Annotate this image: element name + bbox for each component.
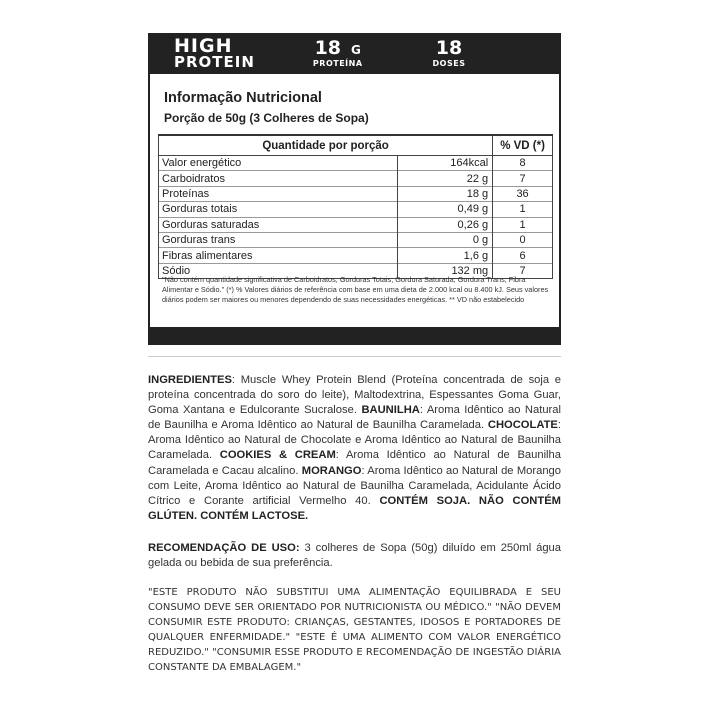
flavor-baunilha-label: BAUNILHA	[361, 404, 420, 417]
nutrient-amount: 0 g	[398, 232, 493, 247]
nutrient-vd: 36	[493, 186, 553, 201]
flavor-morango-text: : Aroma Idêntico ao Natural de Morango com Leite, Aroma Idêntico ao Natural de Baunilha Caramelada, Acidulante Ácido Cítrico e Corante artificial Vermelho 40.	[148, 464, 561, 507]
flavor-morango-label: MORANGO	[301, 464, 362, 477]
nutrient-amount: 0,26 g	[398, 217, 493, 232]
table-row	[159, 217, 553, 232]
nutrition-facts-panel	[148, 74, 561, 345]
nutrition-header-row	[159, 135, 553, 156]
protein-amount: 18	[314, 37, 342, 59]
protein-label: PROTEÍNA	[312, 59, 363, 68]
flavor-cookies-label: COOKIES & CREAM	[219, 449, 336, 462]
nutrient-name: Gorduras saturadas	[159, 217, 398, 232]
nutrition-table	[158, 134, 553, 279]
nutrient-vd: 7	[493, 171, 553, 186]
ingredients-body: : Muscle Whey Protein Blend (Proteína concentrada de soja e proteína concentrada do soro do leite), Maltodextrina, Espessantes Goma Guar, Goma Xantana e Edulcorante Sucralose.	[148, 374, 561, 417]
table-row	[159, 202, 553, 217]
nutrient-vd: 1	[493, 202, 553, 217]
doses-amount: 18	[435, 37, 463, 59]
nutrient-name: Fibras alimentares	[159, 248, 398, 263]
warning-text: "ESTE PRODUTO NÃO SUBSTITUI UMA ALIMENTAÇÃO EQUILIBRADA E SEU CONSUMO DEVE SER ORIENTADO POR NUTRICIONISTA OU MÉDICO." "NÃO DEVEM CONSUMIR ESTE PRODUTO: CRIANÇAS, GESTANTES, IDOSOS E PORTADORES DE QUALQUER ENFERMIDADE." "ESTE É UMA ALIMENTO COM VALOR ENERGÉTICO REDUZIDO." "CONSUMIR ESSE PRODUTO E RECOMENDAÇÃO DE INGESTÃO DIÁRIA CONSTANTE DA EMBALAGEM."	[148, 587, 561, 674]
ingredients-text	[148, 373, 561, 524]
nutrient-vd: 7	[493, 263, 553, 278]
usage-label: RECOMENDAÇÃO DE USO:	[148, 542, 300, 554]
portion-size: Porção de 50g (3 Colheres de Sopa)	[164, 111, 369, 125]
table-row	[159, 248, 553, 263]
nutrient-amount: 22 g	[398, 171, 493, 186]
flavor-cookies-text: : Aroma Idêntico ao Natural de Baunilha Caramelada e Cacau alcalino.	[148, 449, 561, 477]
usage-text: 3 colheres de Sopa (50g) diluído em 250ml água gelada ou bebida de sua preferência.	[148, 542, 561, 570]
nutrient-name: Carboidratos	[159, 171, 398, 186]
protein-text: PROTEIN	[174, 53, 255, 72]
vd-header: % VD (*)	[493, 135, 553, 156]
nutrient-vd: 1	[493, 217, 553, 232]
doses-label: DOSES	[432, 59, 466, 68]
flavor-chocolate-label: CHOCOLATE	[487, 419, 558, 432]
nutrition-title: Informação Nutricional	[164, 90, 322, 106]
nutrient-name: Valor energético	[159, 156, 398, 171]
nutrient-amount: 18 g	[398, 186, 493, 201]
quantity-header: Quantidade por porção	[159, 135, 493, 156]
high-text: HIGH	[174, 35, 233, 58]
usage-recommendation	[148, 541, 561, 571]
table-row	[159, 156, 553, 171]
nutrient-amount: 0,49 g	[398, 202, 493, 217]
nutrient-vd: 8	[493, 156, 553, 171]
nutrient-name: Gorduras trans	[159, 232, 398, 247]
protein-unit: G	[351, 43, 361, 57]
doses-stat	[433, 39, 466, 68]
table-row	[159, 171, 553, 186]
flavor-baunilha-text: : Aroma Idêntico ao Natural de Baunilha e Aroma Idêntico ao Natural de Baunilha Caramelada.	[148, 404, 561, 432]
table-row	[159, 232, 553, 247]
high-protein-logo	[174, 35, 255, 72]
nutrient-amount: 1,6 g	[398, 248, 493, 263]
protein-stat	[313, 39, 363, 68]
nutrient-name: Gorduras totais	[159, 202, 398, 217]
section-divider	[148, 356, 561, 357]
nutrient-name: Proteínas	[159, 186, 398, 201]
nutrient-vd: 6	[493, 248, 553, 263]
nutrient-name: Sódio	[159, 263, 398, 278]
nutrient-amount: 164kcal	[398, 156, 493, 171]
nutrient-amount: 132 mg	[398, 263, 493, 278]
allergen-statement: CONTÉM SOJA. NÃO CONTÉM GLÚTEN. CONTÉM LACTOSE.	[148, 494, 561, 522]
ingredients-label: INGREDIENTES	[148, 374, 232, 386]
nutrient-vd: 0	[493, 232, 553, 247]
nutrition-footnote: "Não contém quantidade significativa de Carboidratos, Gorduras Totais, Gordura Saturada, Gordura Trans, Fibra Alimentar e Sódio." (*) % Valores diários de referência com base em uma dieta de 2.000 kcal ou 8.400 kJ. Seus valores diários podem ser maiores ou menores dependendo de suas necessidades energéticas. ** VD não estabelecido	[162, 275, 549, 305]
high-protein-banner	[148, 33, 561, 74]
table-row	[159, 186, 553, 201]
flavor-chocolate-text: : Aroma Idêntico ao Natural de Chocolate e Aroma Idêntico ao Natural de Baunilha Caramelada.	[148, 419, 561, 462]
